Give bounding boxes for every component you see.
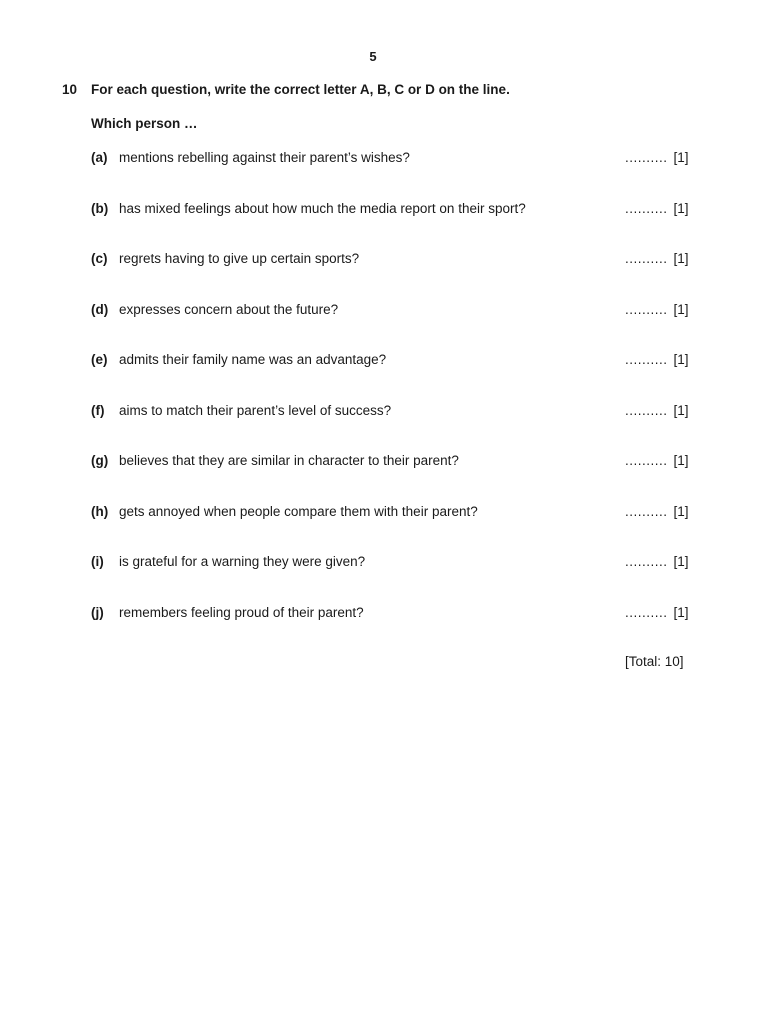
item-letter: (e) xyxy=(91,352,108,367)
answer-line[interactable]: .......... xyxy=(625,200,668,216)
answer-area xyxy=(625,302,689,317)
answer-line[interactable]: .......... xyxy=(625,453,668,468)
answer-line[interactable]: .......... xyxy=(625,604,668,620)
item-mark: [1] xyxy=(673,453,689,468)
page-number: 5 xyxy=(369,49,377,64)
answer-line[interactable]: .......... xyxy=(625,554,668,569)
item-text: expresses concern about the future? xyxy=(119,301,339,317)
item-letter: (f) xyxy=(91,402,105,418)
answer-line[interactable]: .......... xyxy=(625,251,668,266)
item-letter: (i) xyxy=(91,554,104,569)
item-mark: [1] xyxy=(673,604,689,620)
item-mark: [1] xyxy=(673,200,689,216)
item-mark: [1] xyxy=(673,251,689,266)
answer-area xyxy=(625,150,689,165)
answer-area xyxy=(625,201,689,216)
question-stem: Which person … xyxy=(91,116,198,131)
question-item-j xyxy=(0,605,768,656)
answer-area xyxy=(625,251,689,266)
item-letter: (c) xyxy=(91,251,108,266)
item-mark: [1] xyxy=(673,402,689,418)
item-letter: (b) xyxy=(91,200,109,216)
answer-line[interactable]: .......... xyxy=(625,503,668,519)
item-mark: [1] xyxy=(673,503,689,519)
question-item-b xyxy=(0,201,768,252)
answer-area xyxy=(625,352,689,367)
item-text: mentions rebelling against their parent’s wishes? xyxy=(119,150,410,165)
total-marks: [Total: 10] xyxy=(625,654,684,669)
item-letter: (d) xyxy=(91,301,109,317)
answer-line[interactable]: .......... xyxy=(625,402,668,418)
item-mark: [1] xyxy=(673,150,689,165)
question-item-c xyxy=(0,251,768,302)
item-letter: (g) xyxy=(91,453,109,468)
answer-line[interactable]: .......... xyxy=(625,352,668,367)
item-text: has mixed feelings about how much the media report on their sport? xyxy=(119,200,526,216)
item-text: believes that they are similar in character to their parent? xyxy=(119,453,459,468)
question-item-f xyxy=(0,403,768,454)
question-item-a xyxy=(0,150,768,201)
item-text: aims to match their parent’s level of success? xyxy=(119,402,392,418)
question-item-d xyxy=(0,302,768,353)
question-item-i xyxy=(0,554,768,605)
item-mark: [1] xyxy=(673,554,689,569)
item-text: gets annoyed when people compare them with their parent? xyxy=(119,503,478,519)
question-item-e xyxy=(0,352,768,403)
item-letter: (j) xyxy=(91,604,104,620)
item-text: admits their family name was an advantage? xyxy=(119,352,387,367)
answer-area xyxy=(625,554,689,569)
item-mark: [1] xyxy=(673,301,689,317)
item-letter: (a) xyxy=(91,150,108,165)
answer-area xyxy=(625,605,689,620)
answer-area xyxy=(625,403,689,418)
question-items-list xyxy=(0,150,768,655)
answer-area xyxy=(625,504,689,519)
item-text: is grateful for a warning they were given? xyxy=(119,554,366,569)
question-instruction: For each question, write the correct letter A, B, C or D on the line. xyxy=(91,82,510,97)
answer-line[interactable]: .......... xyxy=(625,301,668,317)
question-number: 10 xyxy=(62,82,78,97)
item-text: remembers feeling proud of their parent? xyxy=(119,604,364,620)
item-letter: (h) xyxy=(91,503,109,519)
item-mark: [1] xyxy=(673,352,689,367)
answer-line[interactable]: .......... xyxy=(625,150,668,165)
item-text: regrets having to give up certain sports? xyxy=(119,251,360,266)
answer-area xyxy=(625,453,689,468)
question-item-g xyxy=(0,453,768,504)
question-item-h xyxy=(0,504,768,555)
